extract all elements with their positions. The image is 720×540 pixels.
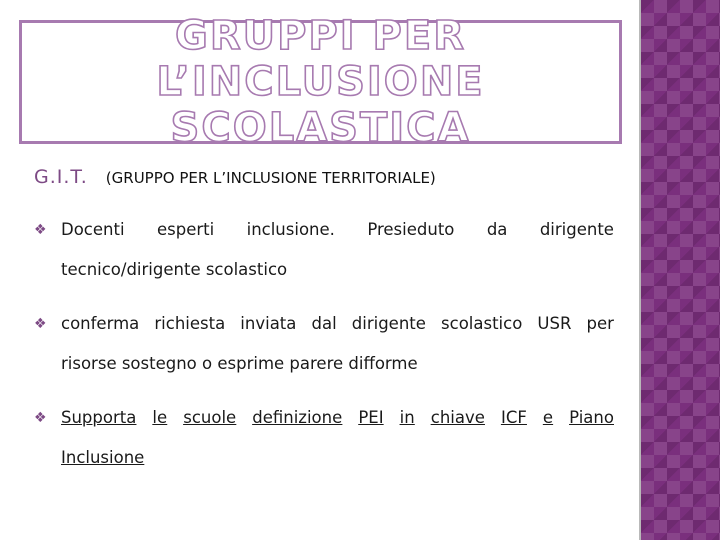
bullet-1-word: Presieduto xyxy=(367,220,455,239)
bullet-3-word: in xyxy=(399,408,415,427)
bullet-3-line-2: Inclusione xyxy=(61,448,145,467)
bullet-2-word: conferma xyxy=(61,314,140,333)
list-item xyxy=(34,210,614,290)
bullet-1-word: Docenti xyxy=(61,220,125,239)
bullet-3-line-1 xyxy=(61,398,614,438)
bullet-3-word: definizione xyxy=(252,408,343,427)
bullet-1-line-2: tecnico/dirigente scolastico xyxy=(61,260,288,279)
title-line-1: GRUPPI PER L’INCLUSIONE xyxy=(156,13,485,105)
bullet-2-word: per xyxy=(586,314,614,333)
bullet-2-word: inviata xyxy=(240,314,297,333)
bullet-1-word: esperti xyxy=(156,220,215,239)
decorative-diamond-strip xyxy=(641,0,720,540)
bullet-3-word: scuole xyxy=(183,408,237,427)
bullet-1-word: dirigente xyxy=(539,220,614,239)
diamond-outline-bullet-icon: ❖ xyxy=(34,222,47,238)
git-label: G.I.T. xyxy=(34,166,88,188)
git-heading xyxy=(34,166,614,196)
bullet-3-word: Supporta xyxy=(61,408,137,427)
bullet-1-word: da xyxy=(486,220,508,239)
slide-title xyxy=(22,13,619,151)
list-item xyxy=(34,398,614,478)
bullet-3-word: ICF xyxy=(500,408,527,427)
bullet-2-word: USR xyxy=(537,314,572,333)
bullet-3-word: Piano xyxy=(569,408,614,427)
bullet-2-word: richiesta xyxy=(154,314,226,333)
bullet-3-word: PEI xyxy=(358,408,384,427)
title-line-2: SCOLASTICA xyxy=(170,105,471,151)
bullet-3-word: e xyxy=(542,408,554,427)
git-description: (GRUPPO PER L’INCLUSIONE TERRITORIALE) xyxy=(105,169,436,187)
diamond-outline-bullet-icon: ❖ xyxy=(34,410,47,426)
bullet-3-word: le xyxy=(152,408,168,427)
bullet-2-word: dal xyxy=(311,314,337,333)
bullet-2-word: scolastico xyxy=(441,314,523,333)
bullet-1-line-1 xyxy=(61,210,614,250)
slide-body xyxy=(34,166,614,478)
bullet-2-line-1 xyxy=(61,304,614,344)
bullet-1-word: inclusione. xyxy=(246,220,335,239)
bullet-2-word: dirigente xyxy=(351,314,426,333)
list-item xyxy=(34,304,614,384)
bullet-2-line-2: risorse sostegno o esprime parere difforme xyxy=(61,354,418,373)
title-box xyxy=(19,13,622,151)
bullet-3-word: chiave xyxy=(430,408,485,427)
diamond-outline-bullet-icon: ❖ xyxy=(34,316,47,332)
